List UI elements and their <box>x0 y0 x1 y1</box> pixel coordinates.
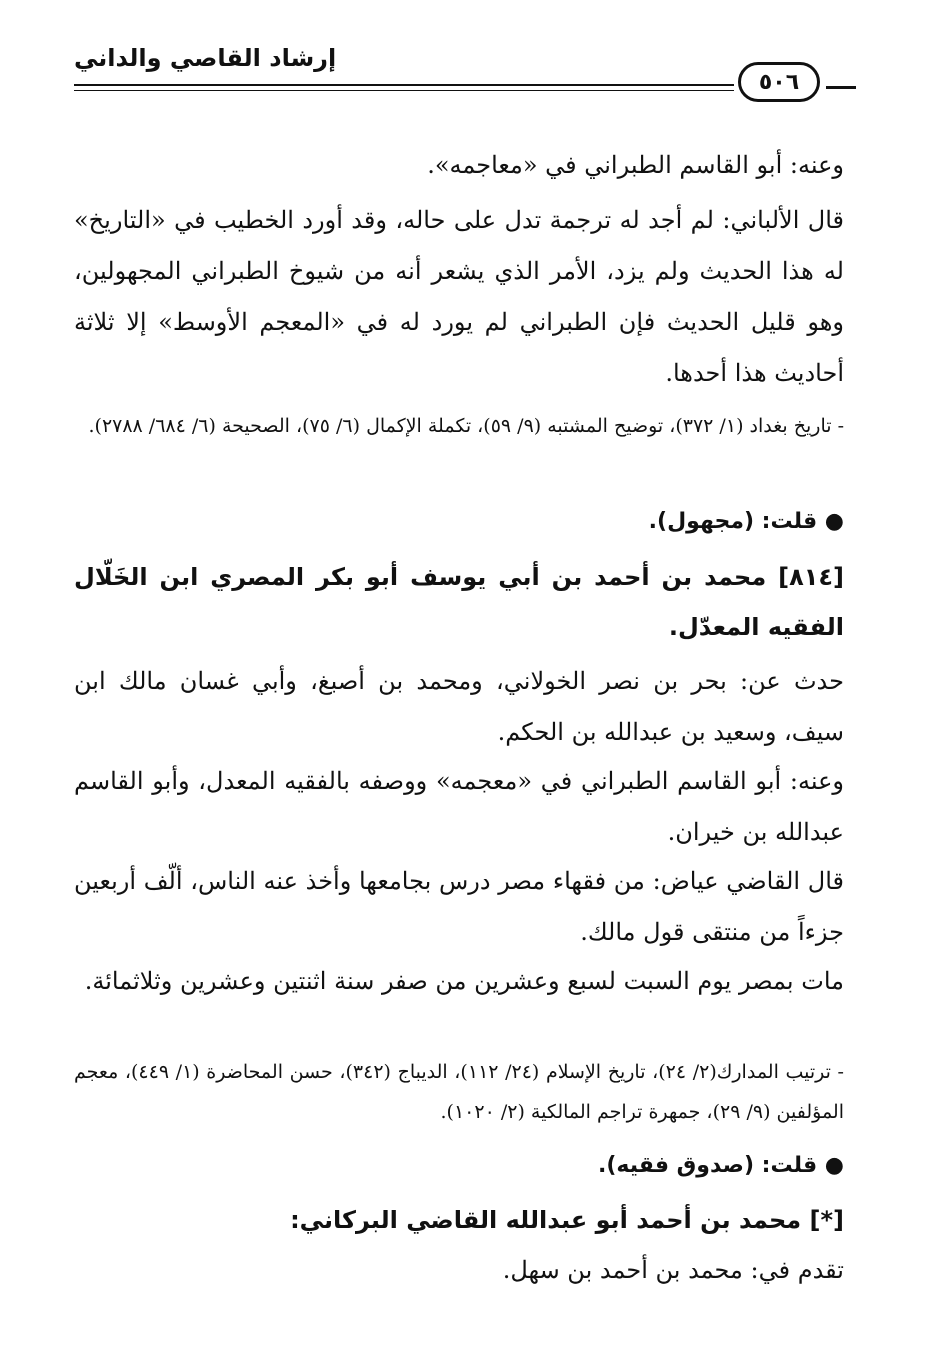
paragraph: مات بمصر يوم السبت لسبع وعشرين من صفر سنة اثنتين وعشرين وثلاثمائة. <box>84 967 844 995</box>
running-header-title: إرشاد القاصي والداني <box>74 44 337 72</box>
paragraph: قال الألباني: لم أجد له ترجمة تدل على حاله، وقد أورد الخطيب في «التاريخ» له هذا الحديث ولم يزد، الأمر الذي يشعر أنه من شيوخ الطبراني المجهولين، وهو قليل الحديث فإن الطبراني لم يورد له في «المعجم الأوسط» إلا ثلاثة أحاديث هذا أحدها. <box>74 206 844 387</box>
paragraph: وعنه: أبو القاسم الطبراني في «معجمه» ووصفه بالفقيه المعدل، وأبو القاسم عبدالله بن خيران. <box>74 767 844 846</box>
header-rule-right <box>826 86 856 89</box>
author-verdict: ● قلت: (صدوق فقيه). <box>598 1153 844 1178</box>
footnote: - تاريخ بغداد (١/ ٣٧٢)، توضيح المشتبه (٩/ ٥٩)، تكملة الإكمال (٦/ ٧٥)، الصحيحة (٦/ ٦٨٤/ ٢٧٨٨). <box>88 415 844 437</box>
paragraph: وعنه: أبو القاسم الطبراني في «معاجمه». <box>427 151 844 179</box>
entry-heading: [*] محمد بن أحمد أبو عبدالله القاضي البركاني: <box>290 1206 844 1234</box>
header-rule-thin <box>74 90 734 91</box>
header-rule <box>74 84 734 86</box>
paragraph: حدث عن: بحر بن نصر الخولاني، ومحمد بن أصبغ، وأبي غسان مالك ابن سيف، وسعيد بن عبدالله بن الحكم. <box>74 667 844 746</box>
paragraph: تقدم في: محمد بن أحمد بن سهل. <box>502 1256 844 1284</box>
page-number: ٥٠٦ <box>738 62 820 102</box>
author-verdict: ● قلت: (مجهول). <box>648 509 844 534</box>
paragraph: قال القاضي عياض: من فقهاء مصر درس بجامعها وأخذ عنه الناس، ألّف أربعين جزءاً من منتقى قول مالك. <box>74 867 844 946</box>
footnote: - ترتيب المدارك(٢/ ٢٤)، تاريخ الإسلام (٢٤/ ١١٢)، الديباج (٣٤٢)، حسن المحاضرة (١/ ٤٤٩)، معجم المؤلفين (٩/ ٢٩)، جمهرة تراجم المالكية (٢/ ١٠٢٠). <box>74 1061 844 1123</box>
entry-heading: [٨١٤] محمد بن أحمد بن أبي يوسف أبو بكر المصري ابن الخَلّال الفقيه المعدّل. <box>74 563 844 641</box>
